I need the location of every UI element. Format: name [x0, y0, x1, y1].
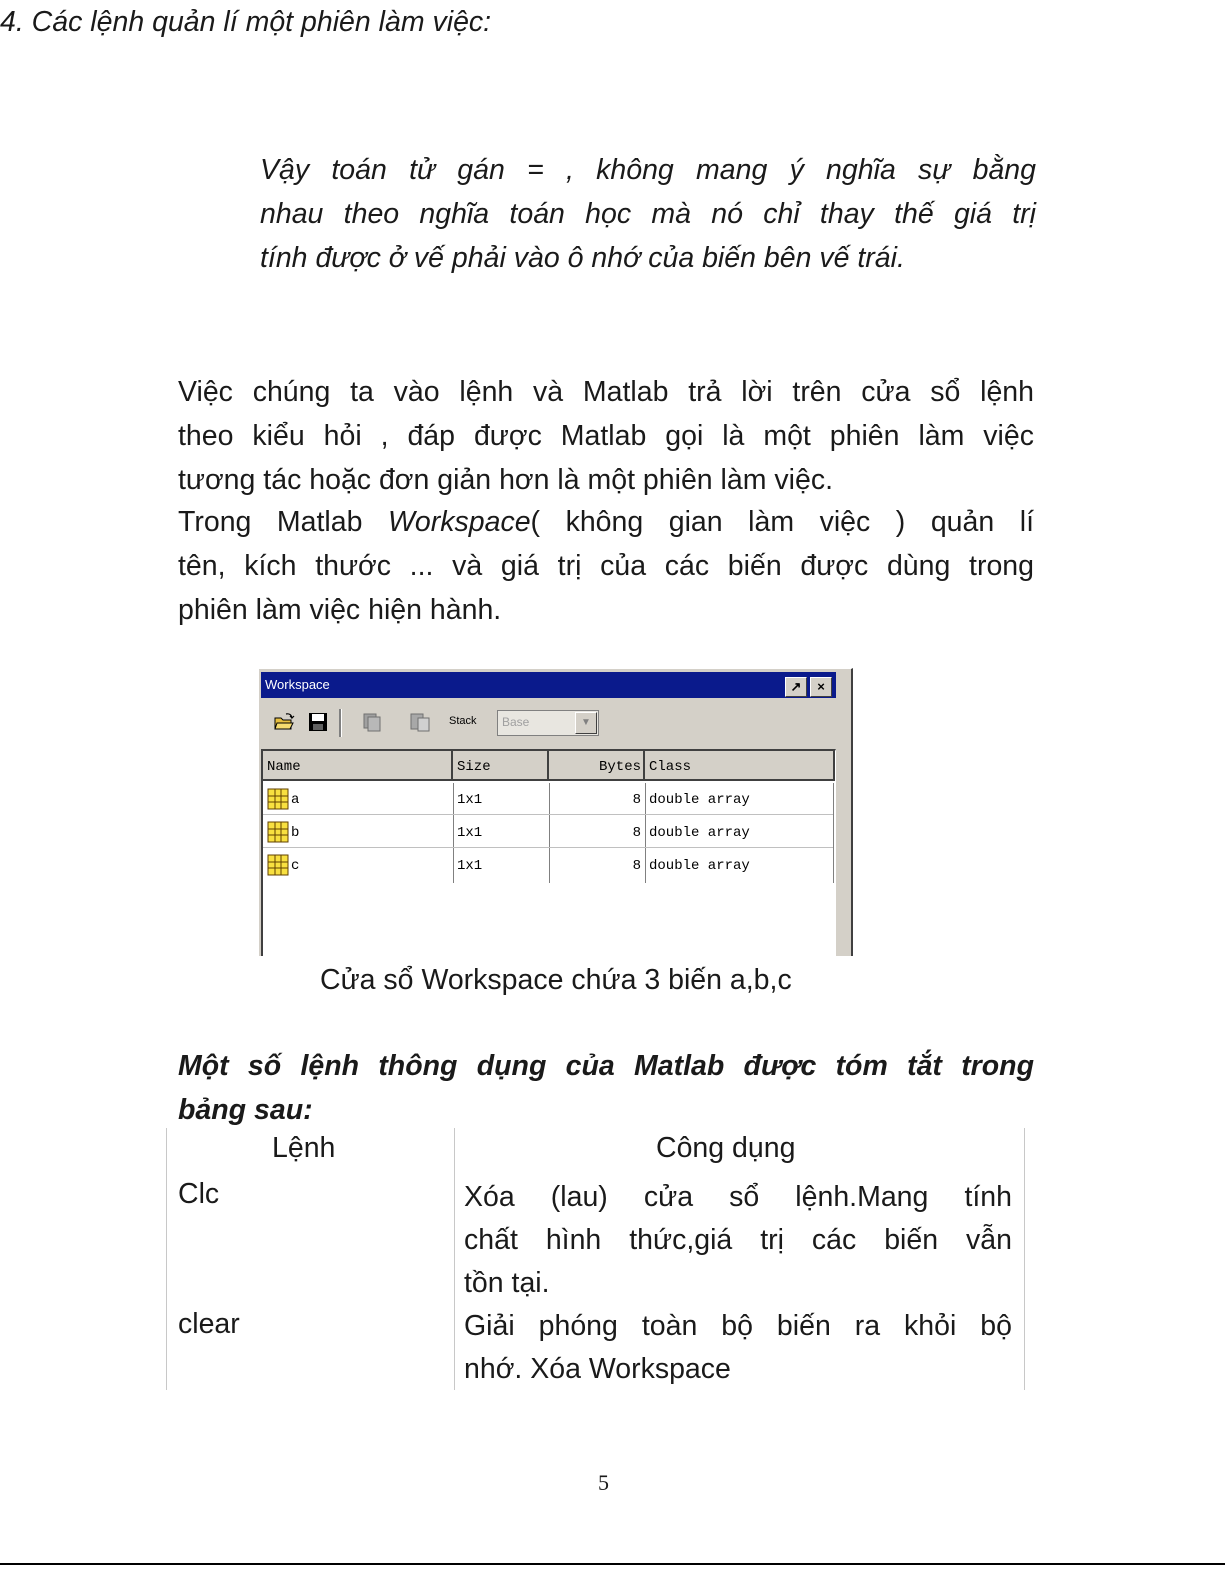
intro-line: Vậy toán tử gán = , không mang ý nghĩa sự bằng [260, 154, 1036, 186]
table-border [1024, 1128, 1025, 1390]
text-run: Trong Matlab [178, 506, 388, 538]
description-line: chất hình thức,giá trị các biến vẫn [464, 1224, 1012, 1256]
stack-label: Stack [449, 715, 477, 727]
paragraph-workspace [178, 500, 1034, 632]
workspace-titlebar [261, 672, 836, 698]
matrix-icon [267, 821, 289, 843]
paragraph-line: Việc chúng ta vào lệnh và Matlab trả lời trên cửa sổ lệnh [178, 376, 1034, 408]
table-row[interactable] [263, 849, 453, 881]
column-divider [833, 783, 834, 883]
variable-name: a [291, 792, 300, 808]
workspace-term: Workspace [388, 506, 531, 538]
stack-value: Base [502, 715, 530, 729]
variable-name: c [291, 858, 300, 874]
intro-line: tính được ở vế phải vào ô nhớ của biến bên vế trái. [260, 242, 905, 274]
variable-bytes: 8 [632, 858, 641, 874]
description-line: nhớ. Xóa Workspace [464, 1353, 731, 1385]
intro-line: nhau theo nghĩa toán học mà nó chỉ thay thế giá trị [260, 198, 1036, 230]
commands-table [166, 1128, 1026, 1390]
paragraph-line: theo kiểu hỏi , đáp được Matlab gọi là một phiên làm việc [178, 420, 1034, 452]
column-header-class[interactable]: Class [645, 751, 835, 781]
variables-table [261, 749, 836, 956]
column-header-size[interactable]: Size [453, 751, 549, 781]
paragraph-line [178, 500, 1034, 544]
paragraph-line: tên, kích thước ... và giá trị của các biến được dùng trong [178, 550, 1034, 582]
save-icon[interactable] [307, 711, 329, 733]
matrix-icon [267, 788, 289, 810]
variable-class: double array [645, 816, 833, 848]
table-row[interactable] [263, 816, 453, 848]
figure-caption: Cửa sổ Workspace chứa 3 biến a,b,c [320, 964, 792, 996]
command-description [464, 1305, 1012, 1391]
matrix-icon [267, 854, 289, 876]
command-name: Clc [178, 1178, 220, 1210]
paste-icon[interactable] [409, 711, 431, 733]
heading-line: Một số lệnh thông dụng của Matlab được tóm tắt trong [178, 1050, 1034, 1082]
open-folder-icon[interactable] [273, 711, 295, 733]
variable-size: 1x1 [457, 858, 483, 874]
workspace-title: Workspace [265, 677, 330, 692]
paragraph-line: phiên làm việc hiện hành. [178, 594, 502, 626]
command-description [464, 1176, 1012, 1305]
heading-line: bảng sau: [178, 1094, 313, 1126]
close-icon[interactable]: × [810, 677, 832, 697]
section-heading: 4. Các lệnh quản lí một phiên làm việc: [0, 6, 492, 38]
paragraph-session [178, 370, 1034, 502]
variable-size: 1x1 [453, 816, 549, 848]
variable-size: 1x1 [453, 783, 549, 815]
description-line: tồn tại. [464, 1267, 550, 1299]
variable-class: double array [649, 858, 750, 874]
table-border [166, 1128, 167, 1390]
description-line: Xóa (lau) cửa sổ lệnh.Mang tính [464, 1181, 1012, 1213]
stack-select[interactable] [497, 710, 599, 736]
column-header-bytes[interactable]: Bytes [549, 751, 645, 781]
variable-class: double array [645, 783, 833, 815]
page-bottom-rule [0, 1563, 1225, 1565]
workspace-toolbar [261, 701, 836, 745]
table-border [454, 1128, 455, 1390]
toolbar-separator [339, 709, 342, 737]
workspace-window [258, 668, 853, 956]
variable-bytes: 8 [549, 816, 645, 848]
paragraph-line: tương tác hoặc đơn giản hơn là một phiên làm việc. [178, 464, 833, 496]
header-command: Lệnh [272, 1132, 336, 1164]
commands-heading [178, 1044, 1034, 1132]
description-line: Giải phóng toàn bộ biến ra khỏi bộ [464, 1310, 1012, 1342]
intro-paragraph [260, 148, 1036, 280]
variable-bytes: 8 [549, 783, 645, 815]
column-header-name[interactable]: Name [263, 751, 453, 781]
table-row[interactable] [263, 783, 453, 815]
variable-name: b [291, 825, 300, 841]
header-usage: Công dụng [656, 1132, 796, 1164]
page-number: 5 [598, 1470, 609, 1495]
copy-icon[interactable] [361, 711, 383, 733]
text-run: ( không gian làm việc ) quản lí [530, 506, 1034, 538]
command-name: clear [178, 1308, 240, 1340]
chevron-down-icon[interactable]: ▼ [575, 712, 597, 734]
dock-icon[interactable]: ↗ [785, 677, 807, 697]
